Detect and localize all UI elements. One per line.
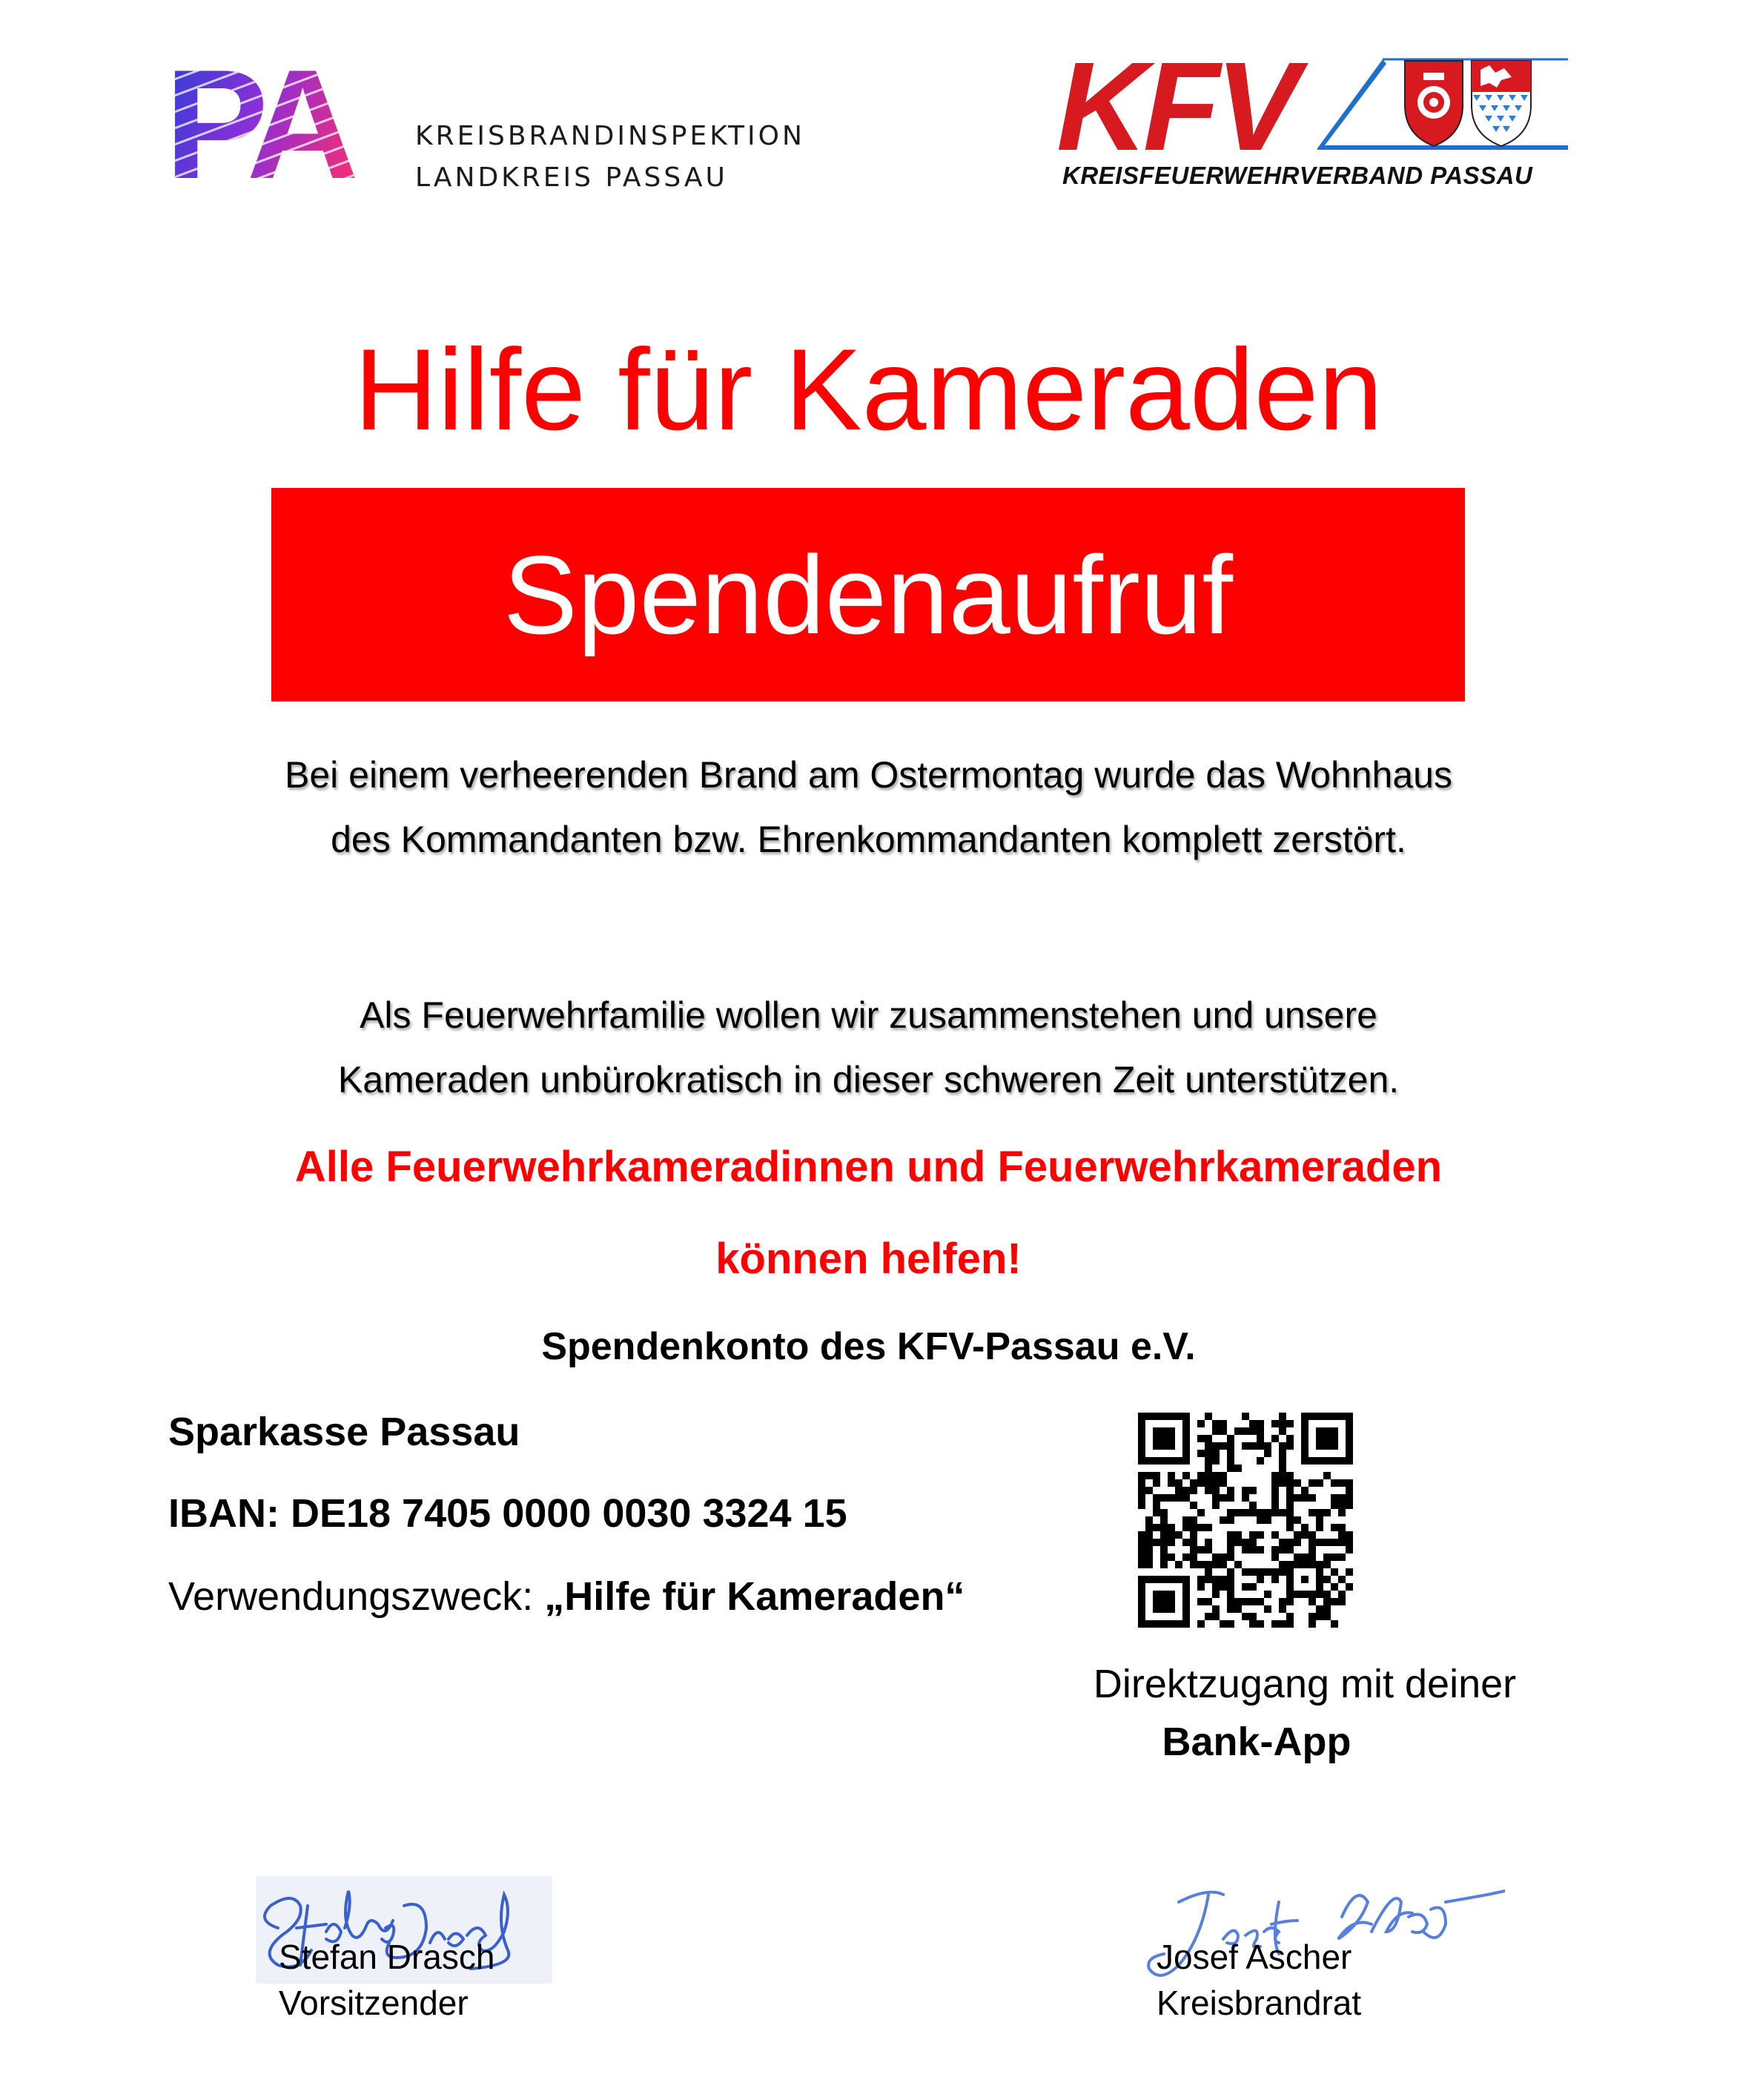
kfv-subtitle: KREISFEUERWEHRVERBAND PASSAU <box>1062 162 1533 189</box>
qr-code-icon[interactable] <box>1138 1413 1353 1628</box>
pa-line-2: LANDKREIS PASSAU <box>415 162 728 193</box>
qr-caption <box>1008 1655 1601 1771</box>
page-title: Hilfe für Kameraden <box>354 326 1383 455</box>
pa-organization-name <box>415 116 805 199</box>
appeal-line-2: können helfen! <box>715 1235 1022 1283</box>
fire-crest-icon <box>1405 61 1463 146</box>
appeal-banner <box>271 488 1465 701</box>
pa-logo <box>165 53 402 187</box>
kfv-logo <box>1056 53 1575 157</box>
qr-caption-line-1: Direktzugang mit deiner <box>1093 1662 1517 1706</box>
svg-text:KFV: KFV <box>1056 53 1295 157</box>
signatory-2-name: Josef Ascher <box>1157 1938 1352 1976</box>
signatory-2 <box>1157 1934 1361 2026</box>
signatory-1 <box>279 1934 494 2026</box>
signatory-2-role: Kreisbrandrat <box>1157 1984 1362 2022</box>
appeal-line-1: Alle Feuerwehrkameradinnen und Feuerwehrkameraden <box>294 1143 1443 1191</box>
intro-paragraph <box>0 743 1737 872</box>
qr-caption-line-2: Bank-App <box>1162 1720 1351 1764</box>
signatory-1-name: Stefan Drasch <box>279 1938 495 1976</box>
iban: IBAN: DE18 7405 0000 0030 3324 15 <box>168 1491 847 1536</box>
intro-line-2: des Kommandanten bzw. Ehrenkommandanten komplett zerstört. <box>331 819 1406 860</box>
district-coat-of-arms-icon <box>1472 61 1531 146</box>
bank-name: Sparkasse Passau <box>168 1410 520 1454</box>
support-paragraph <box>0 983 1737 1112</box>
payment-reference-value: „Hilfe für Kameraden“ <box>544 1574 965 1619</box>
pa-line-1: KREISBRANDINSPEKTION <box>415 121 805 151</box>
support-line-1: Als Feuerwehrfamilie wollen wir zusammenstehen und unsere <box>360 994 1377 1036</box>
payment-reference-label: Verwendungszweck: <box>168 1574 534 1619</box>
signatory-1-role: Vorsitzender <box>279 1984 469 2022</box>
banner-text: Spendenaufruf <box>503 532 1234 657</box>
payment-reference <box>168 1574 965 1619</box>
intro-line-1: Bei einem verheerenden Brand am Ostermontag wurde das Wohnhaus <box>285 754 1452 796</box>
donation-account-title: Spendenkonto des KFV-Passau e.V. <box>541 1325 1196 1368</box>
support-line-2: Kameraden unbürokratisch in dieser schweren Zeit unterstützen. <box>337 1059 1400 1100</box>
